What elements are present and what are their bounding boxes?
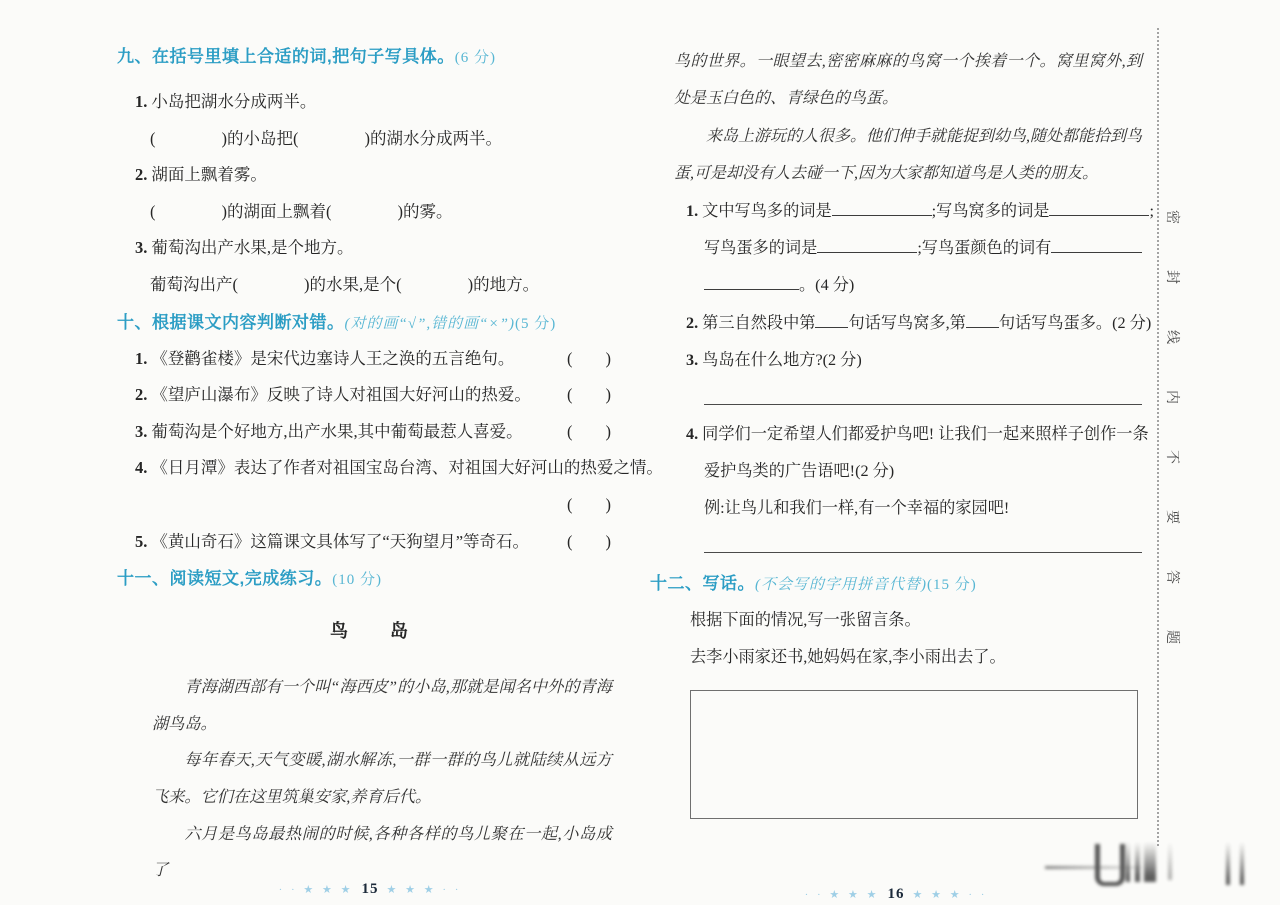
item-text: 小岛把湖水分成两半。 (151, 92, 317, 111)
item-number: 4. (686, 424, 699, 443)
judge-bracket[interactable]: ( ) (567, 385, 611, 405)
passage-paragraph: 鸟的世界。一眼望去,密密麻麻的鸟窝一个挨着一个。窝里窝外,到处是玉白色的、青绿色的鸟蛋。 (674, 53, 1142, 108)
q9-item-3-answer (150, 267, 623, 304)
judge-bracket[interactable]: ( ) (567, 421, 611, 441)
q9-item-2-answer (150, 194, 623, 231)
passage-paragraph: 每年春天,天气变暖,湖水解冻,一群一群的鸟儿就陆续从远方飞来。它们在这里筑巢安家,养育后代。 (152, 751, 612, 806)
item-number: 3. (135, 421, 148, 441)
item-text: 《日月潭》表达了作者对祖国宝岛台湾、对祖国大好河山的热爱之情。 (151, 458, 663, 478)
item-text: 葡萄沟出产水果,是个地方。 (151, 238, 354, 258)
answer-rule-line[interactable] (704, 380, 1142, 405)
answer-rule-line[interactable] (704, 528, 1142, 553)
binding-dotted-line (1157, 28, 1159, 846)
footer-decoration: ★ ★ ★ · · (386, 884, 462, 896)
q10-item-2 (135, 377, 623, 414)
watermark-stroke (1135, 842, 1140, 882)
q11-question-1-line-1 (686, 193, 1154, 230)
item-number: 2. (135, 385, 148, 405)
item-text: 《黄山奇石》这篇课文具体写了“天狗望月”等奇石。 (151, 531, 530, 551)
q11-question-1-line-2 (704, 230, 1142, 267)
question-text: ;写鸟窝多的词是 (931, 201, 1050, 220)
q11-question-4-line-2 (704, 453, 1142, 490)
section-11-score: (10 分) (332, 572, 382, 589)
section-10-title: 十、根据课文内容判断对错。 (117, 312, 345, 332)
section-9-score: (6 分) (454, 50, 496, 66)
q10-item-3 (135, 414, 623, 451)
seal-line-notice (1163, 208, 1179, 648)
item-text: 湖面上飘着雾。 (151, 165, 267, 185)
answer-blank[interactable] (817, 237, 917, 253)
q11-question-1-line-3 (704, 267, 1142, 304)
answer-line-text: ( )的小岛把( )的湖水分成两半。 (150, 128, 502, 148)
passage-paragraph: 青海湖西部有一个叫“海西皮”的小岛,那就是闻名中外的青海湖鸟岛。 (152, 678, 612, 733)
question-text: 同学们一定希望人们都爱护鸟吧! 让我们一起来照样子创作一条 (702, 424, 1149, 443)
watermark-stroke (1226, 842, 1230, 885)
answer-line-text: 葡萄沟出产( )的水果,是个( )的地方。 (150, 274, 540, 294)
reading-passage-continued (674, 43, 1142, 193)
item-text: 葡萄沟是个好地方,出产水果,其中葡萄最惹人喜爱。 (151, 421, 523, 441)
answer-blank[interactable] (966, 312, 999, 328)
question-text: 写鸟蛋多的词是 (704, 239, 818, 258)
passage-paragraph: 来岛上游玩的人很多。他们伸手就能捉到幼鸟,随处都能拾到鸟蛋,可是却没有人去碰一下,因为大家都知道鸟是人类的朋友。 (674, 127, 1143, 183)
item-number: 2. (135, 165, 148, 185)
section-12-score: (15 分) (927, 576, 977, 593)
q9-item-1-answer (150, 121, 623, 158)
section-11-title: 十一、阅读短文,完成练习。 (117, 569, 333, 589)
section-10-note: (对的画“√”,错的画“×”) (344, 315, 515, 332)
left-page-footer (117, 881, 623, 898)
watermark-stroke (1126, 842, 1130, 882)
page-number: 16 (887, 886, 905, 902)
section-9-header (117, 38, 623, 75)
seal-char: 题 (1164, 630, 1179, 644)
passage-paragraph: 六月是鸟岛最热闹的时候,各种各样的鸟儿聚在一起,小岛成了 (152, 824, 612, 880)
watermark (1040, 842, 1255, 905)
seal-char: 答 (1164, 570, 1179, 584)
q10-item-4 (135, 450, 663, 487)
item-number: 1. (686, 201, 699, 220)
q11-question-3 (686, 342, 1142, 379)
answer-blank[interactable] (1051, 237, 1142, 253)
answer-line-text: ( )的湖面上飘着( )的雾。 (150, 201, 453, 221)
example-text: 例:让鸟儿和我们一样,有一个幸福的家园吧! (704, 499, 1010, 518)
answer-blank[interactable] (1049, 200, 1149, 216)
question-text: 句话写鸟蛋多。(2 分) (998, 313, 1152, 332)
q12-instruction (690, 602, 1142, 639)
q11-question-2 (686, 305, 1152, 342)
section-12-note: (不会写的字用拼音代替) (755, 576, 927, 593)
item-number: 2. (686, 313, 699, 332)
question-text: ;写鸟蛋颜色的词有 (917, 239, 1052, 258)
footer-decoration: · · ★ ★ ★ (804, 889, 880, 901)
seal-char: 不 (1164, 450, 1179, 464)
instruction-text: 根据下面的情况,写一张留言条。 (690, 610, 921, 629)
q11-question-4-line-1 (686, 416, 1149, 453)
section-12-title: 十二、写话。 (650, 573, 755, 593)
writing-box[interactable] (690, 690, 1138, 819)
watermark-stroke (1095, 844, 1125, 886)
q9-item-1 (135, 84, 623, 121)
section-12-header (650, 565, 1142, 602)
seal-char: 封 (1164, 270, 1179, 284)
watermark-stroke (1168, 842, 1172, 880)
answer-blank[interactable] (704, 274, 799, 290)
item-number: 3. (686, 351, 699, 370)
question-text: ; (1149, 201, 1154, 220)
q10-item-4-bracket-row (117, 487, 623, 524)
footer-decoration: ★ ★ ★ · · (912, 889, 988, 901)
judge-bracket[interactable]: ( ) (567, 348, 611, 368)
scenario-text: 去李小雨家还书,她妈妈在家,李小雨出去了。 (690, 648, 1006, 667)
seal-char: 要 (1164, 510, 1179, 524)
item-text: 《望庐山瀑布》反映了诗人对祖国大好河山的热爱。 (151, 385, 531, 405)
section-9-title: 九、在括号里填上合适的词,把句子写具体。 (117, 47, 455, 66)
item-text: 《登鹳雀楼》是宋代边塞诗人王之涣的五言绝句。 (151, 348, 515, 368)
question-text: 句话写鸟窝多,第 (848, 313, 966, 332)
q11-question-4-example (704, 490, 1142, 527)
q10-item-5 (135, 524, 623, 561)
item-number: 4. (135, 458, 148, 478)
question-text: 文中写鸟多的词是 (702, 201, 832, 220)
item-number: 5. (135, 531, 148, 551)
answer-blank[interactable] (832, 200, 932, 216)
left-page (117, 38, 663, 897)
q12-scenario (690, 639, 1142, 676)
q10-item-1 (135, 341, 623, 378)
question-text: 第三自然段中第 (702, 313, 816, 332)
seal-char: 内 (1164, 390, 1179, 404)
passage-title: 鸟 岛 (330, 621, 410, 642)
item-number: 1. (135, 92, 148, 111)
item-number: 3. (135, 238, 148, 258)
question-text: 爱护鸟类的广告语吧!(2 分) (704, 461, 895, 480)
section-10-score: (5 分) (514, 315, 557, 332)
watermark-stroke (1144, 842, 1156, 882)
q9-item-2 (135, 157, 623, 194)
section-10-header (117, 304, 623, 341)
reading-passage (152, 669, 612, 889)
watermark-stroke (1240, 842, 1244, 885)
judge-bracket[interactable]: ( ) (567, 531, 611, 551)
section-11-header (117, 560, 623, 597)
page-number: 15 (361, 881, 379, 897)
seal-char: 线 (1164, 330, 1179, 344)
seal-char: 密 (1164, 210, 1179, 224)
q9-item-3 (135, 230, 623, 267)
question-score: 。(4 分) (799, 276, 855, 295)
judge-bracket[interactable]: ( ) (567, 494, 611, 514)
footer-decoration: · · ★ ★ ★ (278, 884, 354, 896)
item-number: 1. (135, 348, 148, 368)
right-page (650, 43, 1154, 902)
answer-blank[interactable] (815, 312, 848, 328)
question-text: 鸟岛在什么地方?(2 分) (702, 351, 862, 370)
